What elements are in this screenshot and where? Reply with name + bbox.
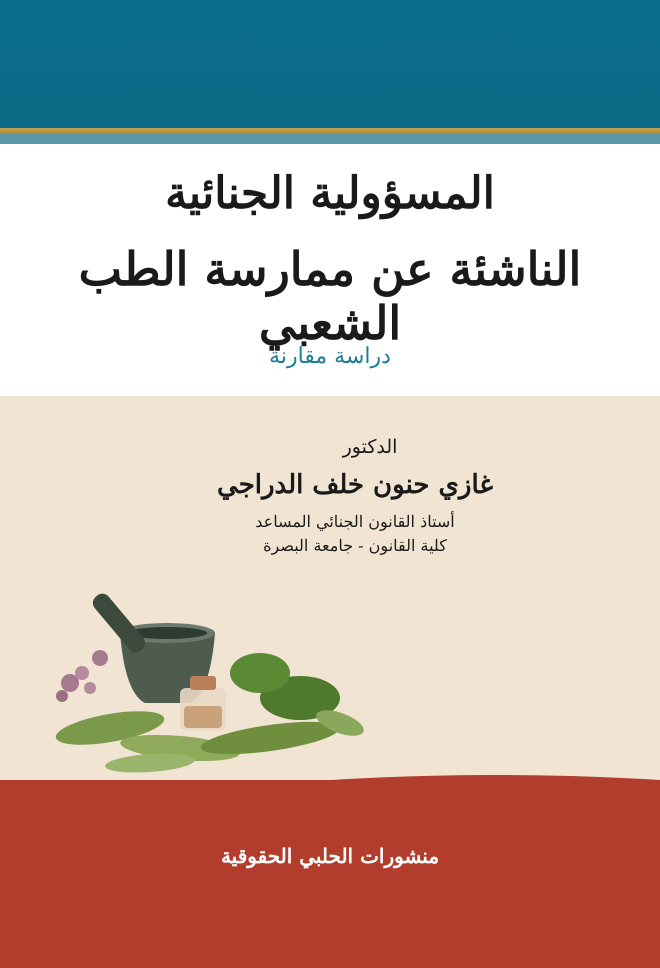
author-prefix: الدكتور [342,436,398,458]
author-name: غازي حنون خلف الدراجي [217,470,493,500]
lavender-flowers [56,650,108,702]
affiliation-line-2: كلية القانون - جامعة البصرة [263,536,447,555]
subtitle: دراسة مقارنة [269,344,391,369]
title-line-1: المسؤولية الجنائية [165,168,495,219]
top-teal-band [0,0,660,128]
mortar-pestle-herbs-illustration [40,578,370,788]
affiliation-line-1: أستاذ القانون الجنائي المساعد [255,512,455,531]
publisher-name: منشورات الحلبي الحقوقية [220,844,440,868]
title-line-2: الناشئة عن ممارسة الطب الشعبي [78,242,582,350]
pestle [90,590,149,655]
teal-stripe [0,134,660,144]
